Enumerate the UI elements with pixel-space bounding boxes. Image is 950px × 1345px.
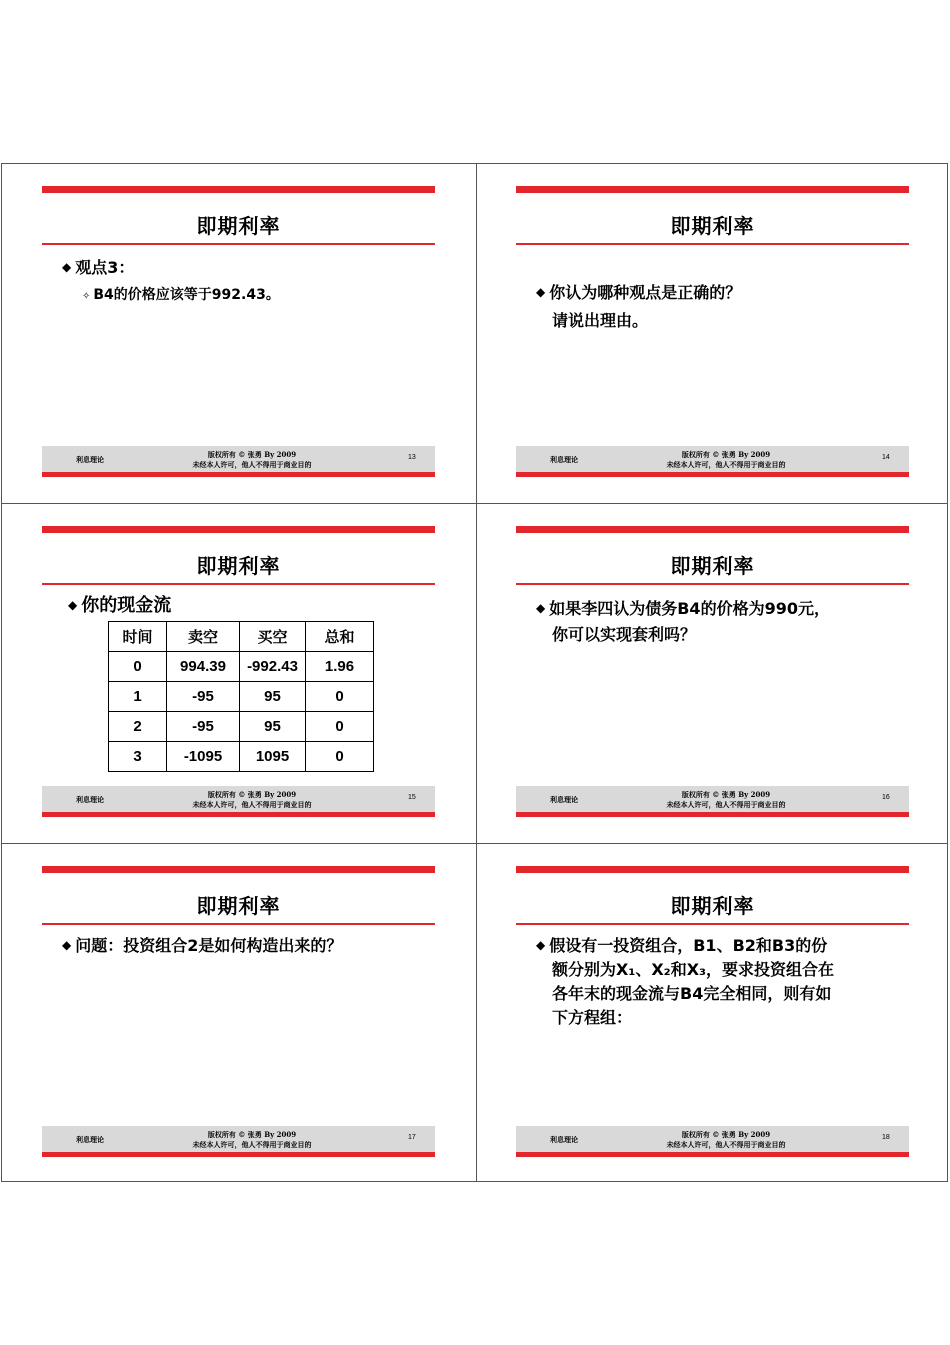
copyright-line: 版权所有 © 张勇 By 2009 — [207, 790, 297, 799]
copyright-notice: 未经本人许可，他人不得用于商业目的 — [192, 460, 312, 469]
page-number: 17 — [408, 1134, 416, 1141]
footer-bar — [42, 812, 435, 817]
slide-grid — [1, 163, 948, 1182]
bullet-text: 问题：投资组合2是如何构造出来的？ — [75, 936, 343, 955]
slide-17 — [2, 844, 475, 1183]
cash-flow-table — [108, 621, 374, 772]
column-header: 卖空 — [167, 622, 240, 652]
copyright-notice: 未经本人许可，他人不得用于商业目的 — [666, 1140, 786, 1149]
footer-copyright — [162, 450, 342, 470]
bullet-line: 下方程组： — [552, 1008, 633, 1027]
table-cell: 95 — [240, 712, 306, 742]
column-header: 买空 — [240, 622, 306, 652]
table-cell: 2 — [109, 712, 167, 742]
table-row — [109, 652, 374, 682]
footer-copyright — [636, 450, 816, 470]
title-underline — [42, 243, 435, 245]
table-cell: -992.43 — [240, 652, 306, 682]
diamond-bullet-icon: ◆ — [62, 260, 72, 274]
slide-title: 即期利率 — [196, 894, 281, 918]
footer — [516, 786, 909, 812]
slide-title: 即期利率 — [670, 214, 755, 238]
title-underline — [42, 923, 435, 925]
sub-bullet-text: B4的价格应该等于992.43。 — [93, 287, 280, 303]
bullet-line: 额分别为X₁、X₂和X₃，要求投资组合在 — [552, 960, 835, 979]
top-bar — [516, 526, 909, 533]
bullet-text: 如果李四认为债务B4的价格为990元， — [549, 599, 830, 618]
table-row — [109, 712, 374, 742]
diamond-bullet-icon: ◆ — [536, 285, 546, 299]
copyright-line: 版权所有 © 张勇 By 2009 — [681, 790, 771, 799]
table-cell: 1 — [109, 682, 167, 712]
footer-course: 利息理论 — [550, 795, 578, 804]
footer-bar — [516, 812, 909, 817]
footer-copyright — [162, 1130, 342, 1150]
footer-bar — [42, 1152, 435, 1157]
slide-15 — [2, 504, 475, 843]
footer-course: 利息理论 — [76, 1135, 104, 1144]
bullet-continuation: 你可以实现套利吗？ — [552, 625, 697, 644]
top-bar — [516, 186, 909, 193]
table-row — [109, 742, 374, 772]
page-number: 16 — [882, 794, 890, 801]
slide-13 — [2, 164, 475, 503]
column-header: 总和 — [306, 622, 374, 652]
copyright-line: 版权所有 © 张勇 By 2009 — [681, 450, 771, 459]
table-row — [109, 682, 374, 712]
footer-bar — [516, 1152, 909, 1157]
footer — [42, 1126, 435, 1152]
footer-bar — [516, 472, 909, 477]
footer-course: 利息理论 — [550, 455, 578, 464]
table-cell: 3 — [109, 742, 167, 772]
footer — [42, 786, 435, 812]
sub-bullet-icon: ✧ — [82, 291, 91, 302]
top-bar — [42, 526, 435, 533]
diamond-bullet-icon: ◆ — [62, 938, 72, 952]
table-cell: 1.96 — [306, 652, 374, 682]
copyright-line: 版权所有 © 张勇 By 2009 — [207, 450, 297, 459]
copyright-line: 版权所有 © 张勇 By 2009 — [207, 1130, 297, 1139]
copyright-line: 版权所有 © 张勇 By 2009 — [681, 1130, 771, 1139]
copyright-notice: 未经本人许可，他人不得用于商业目的 — [192, 1140, 312, 1149]
table-cell: 0 — [306, 682, 374, 712]
slide-title: 即期利率 — [196, 554, 281, 578]
title-underline — [516, 923, 909, 925]
copyright-notice: 未经本人许可，他人不得用于商业目的 — [666, 460, 786, 469]
bullet-text: 观点3： — [75, 258, 135, 277]
sub-bullet — [82, 284, 280, 304]
title-underline — [516, 243, 909, 245]
top-bar — [42, 186, 435, 193]
title-underline — [516, 583, 909, 585]
bullet — [62, 934, 342, 959]
bullet — [536, 597, 830, 622]
copyright-notice: 未经本人许可，他人不得用于商业目的 — [192, 800, 312, 809]
slide-title: 即期利率 — [670, 894, 755, 918]
table-cell: 1095 — [240, 742, 306, 772]
bullet — [536, 934, 827, 959]
page-number: 18 — [882, 1134, 890, 1141]
diamond-bullet-icon: ◆ — [536, 938, 546, 952]
slide-18 — [476, 844, 949, 1183]
footer-course: 利息理论 — [76, 455, 104, 464]
footer-copyright — [162, 790, 342, 810]
table-cell: -1095 — [167, 742, 240, 772]
column-header: 时间 — [109, 622, 167, 652]
table-cell: 994.39 — [167, 652, 240, 682]
slide-title: 即期利率 — [196, 214, 281, 238]
table-header-row — [109, 622, 374, 652]
top-bar — [516, 866, 909, 873]
bullet-line: 假设有一投资组合，B1、B2和B3的份 — [549, 936, 828, 955]
page-number: 13 — [408, 454, 416, 461]
footer — [42, 446, 435, 472]
slide-16 — [476, 504, 949, 843]
bullet-continuation: 请说出理由。 — [552, 311, 649, 330]
bullet — [536, 281, 741, 306]
footer-course: 利息理论 — [550, 1135, 578, 1144]
table-cell: 0 — [306, 712, 374, 742]
footer-copyright — [636, 790, 816, 810]
bullet-text: 你的现金流 — [81, 595, 172, 616]
copyright-notice: 未经本人许可，他人不得用于商业目的 — [666, 800, 786, 809]
footer — [516, 446, 909, 472]
bullet-text: 你认为哪种观点是正确的？ — [549, 283, 742, 302]
table-cell: 95 — [240, 682, 306, 712]
diamond-bullet-icon: ◆ — [536, 601, 546, 615]
slide-title: 即期利率 — [670, 554, 755, 578]
footer — [516, 1126, 909, 1152]
table-cell: -95 — [167, 682, 240, 712]
diamond-bullet-icon: ◆ — [68, 598, 78, 612]
page-number: 14 — [882, 454, 890, 461]
table-cell: 0 — [109, 652, 167, 682]
bullet-line: 各年末的现金流与B4完全相同，则有如 — [552, 984, 832, 1003]
slide-14 — [476, 164, 949, 503]
page-number: 15 — [408, 794, 416, 801]
footer-copyright — [636, 1130, 816, 1150]
footer-bar — [42, 472, 435, 477]
table-cell: 0 — [306, 742, 374, 772]
table-cell: -95 — [167, 712, 240, 742]
top-bar — [42, 866, 435, 873]
footer-course: 利息理论 — [76, 795, 104, 804]
bullet — [62, 256, 134, 281]
bullet — [68, 594, 171, 619]
title-underline — [42, 583, 435, 585]
